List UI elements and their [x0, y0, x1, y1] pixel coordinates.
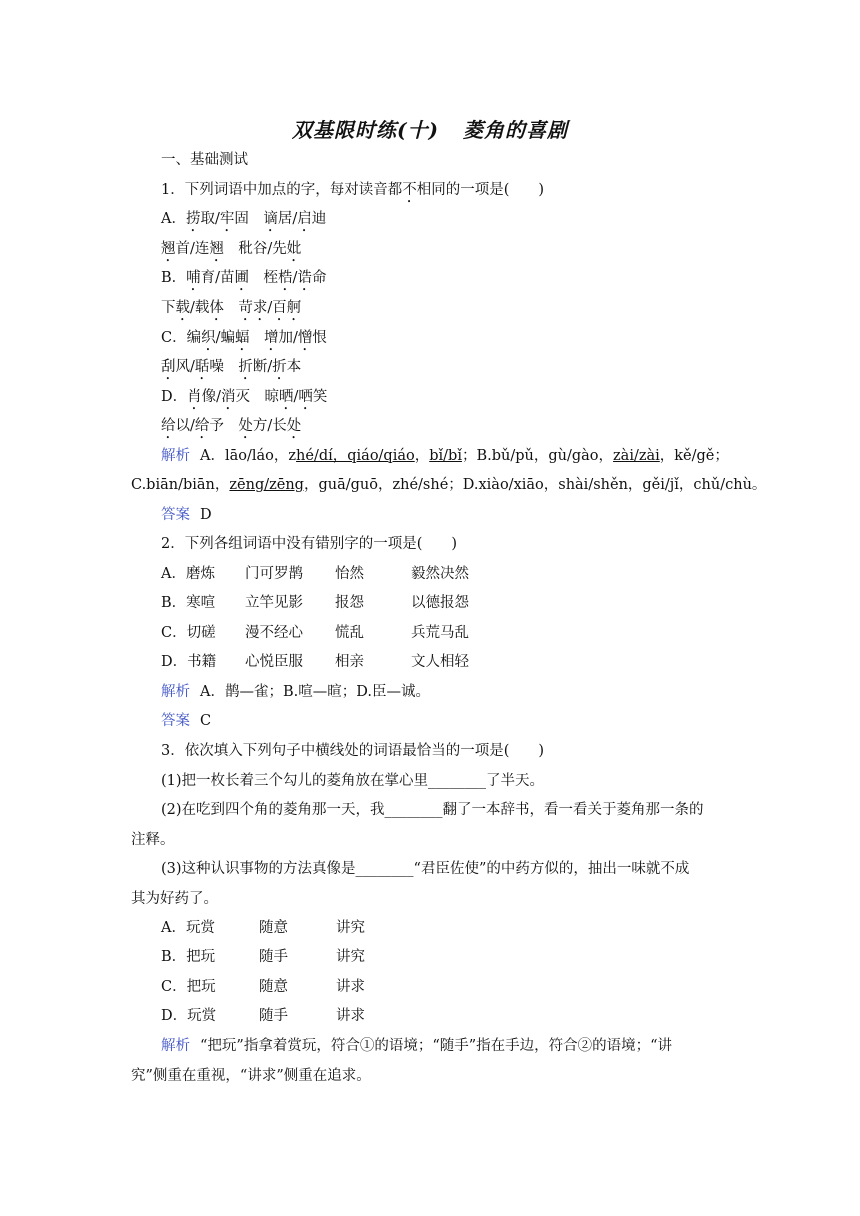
- title-part-1: 双基限时练(十): [292, 118, 439, 142]
- q3-option-b: B．把玩 随手 讲究: [161, 949, 365, 965]
- analysis-label: 解析: [161, 1038, 190, 1054]
- q3-sentence-3-cont: 其为好药了。: [131, 891, 218, 907]
- q1-option-d-line2: 给以/给予 处方/长处: [161, 418, 302, 434]
- q1-answer: 答案 D: [161, 507, 212, 523]
- q2-option-c: C．切磋 漫不经心 慌乱 兵荒马乱: [161, 625, 469, 641]
- section-heading: 一、基础测试: [161, 152, 248, 168]
- q3-option-d: D．玩赏 随手 讲求: [161, 1008, 365, 1024]
- q3-stem: 3．依次填入下列句子中横线处的词语最恰当的一项是( ): [161, 743, 545, 759]
- q3-sentence-1: (1)把一枚长着三个勾儿的菱角放在掌心里________了半天。: [161, 773, 545, 789]
- q1-stem: 1．下列词语中加点的字，每对读音都不相同的一项是( ): [161, 182, 545, 198]
- q2-answer: 答案 C: [161, 713, 212, 729]
- q3-option-a: A．玩赏 随意 讲究: [161, 920, 365, 936]
- title-part-2: 菱角的喜剧: [462, 118, 568, 142]
- page-title: [0, 114, 860, 143]
- analysis-label: 解析: [161, 684, 190, 700]
- q3-option-c: C．把玩 随意 讲求: [161, 979, 365, 995]
- q1-option-c-line2: 刮风/聒噪 折断/折本: [161, 359, 302, 375]
- q1-option-a-line1: A．捞取/牢固 谪居/启迪: [161, 211, 327, 227]
- analysis-label: 解析: [161, 448, 190, 464]
- q3-sentence-2: (2)在吃到四个角的菱角那一天，我________翻了一本辞书，看一看关于菱角那一条的: [161, 802, 704, 818]
- q2-stem: 2．下列各组词语中没有错别字的一项是( ): [161, 536, 458, 552]
- q2-option-a: A．磨炼 门可罗鹊 怡然 毅然决然: [161, 566, 469, 582]
- q2-analysis: 解析 A．鹊—雀；B.喧—暄；D.臣—诚。: [161, 684, 430, 700]
- answer-label: 答案: [161, 507, 190, 523]
- q3-analysis-line1: 解析 “把玩”指拿着赏玩，符合①的语境；“随手”指在手边，符合②的语境；“讲: [161, 1038, 673, 1054]
- q1-analysis-line1: 解析 A．lāo/láo，zhé/dí，qiáo/qiáo，bǐ/bǐ；B.bǔ/pǔ，gù/gào，zài/zài，kě/gě；: [161, 448, 729, 464]
- q1-option-b-line2: 下载/载体 苛求/百舸: [161, 300, 302, 316]
- q3-analysis-line2: 究”侧重在重视，“讲求”侧重在追求。: [131, 1068, 371, 1084]
- q3-sentence-2-cont: 注释。: [131, 832, 175, 848]
- q2-option-d: D．书籍 心悦臣服 相亲 文人相轻: [161, 654, 469, 670]
- q1-option-b-line1: B．哺育/苗圃 桎梏/诰命: [161, 270, 327, 286]
- answer-label: 答案: [161, 713, 190, 729]
- q1-option-c-line1: C．编织/蝙蝠 增加/憎恨: [161, 330, 327, 346]
- q1-option-a-line2: 翘首/连翘 秕谷/先妣: [161, 241, 302, 257]
- q1-analysis-line2: C.biān/biān，zēng/zēng，guā/guō，zhé/shé；D.xiào/xiāo，shài/shěn，gěi/jǐ，chǔ/chù。: [131, 477, 767, 493]
- q1-option-d-line1: D．肖像/消灭 晾晒/哂笑: [161, 389, 328, 405]
- q2-option-b: B．寒喧 立竿见影 报怨 以德报怨: [161, 595, 469, 611]
- q3-sentence-3: (3)这种认识事物的方法真像是________“君臣佐使”的中药方似的，抽出一味就不成: [161, 861, 690, 877]
